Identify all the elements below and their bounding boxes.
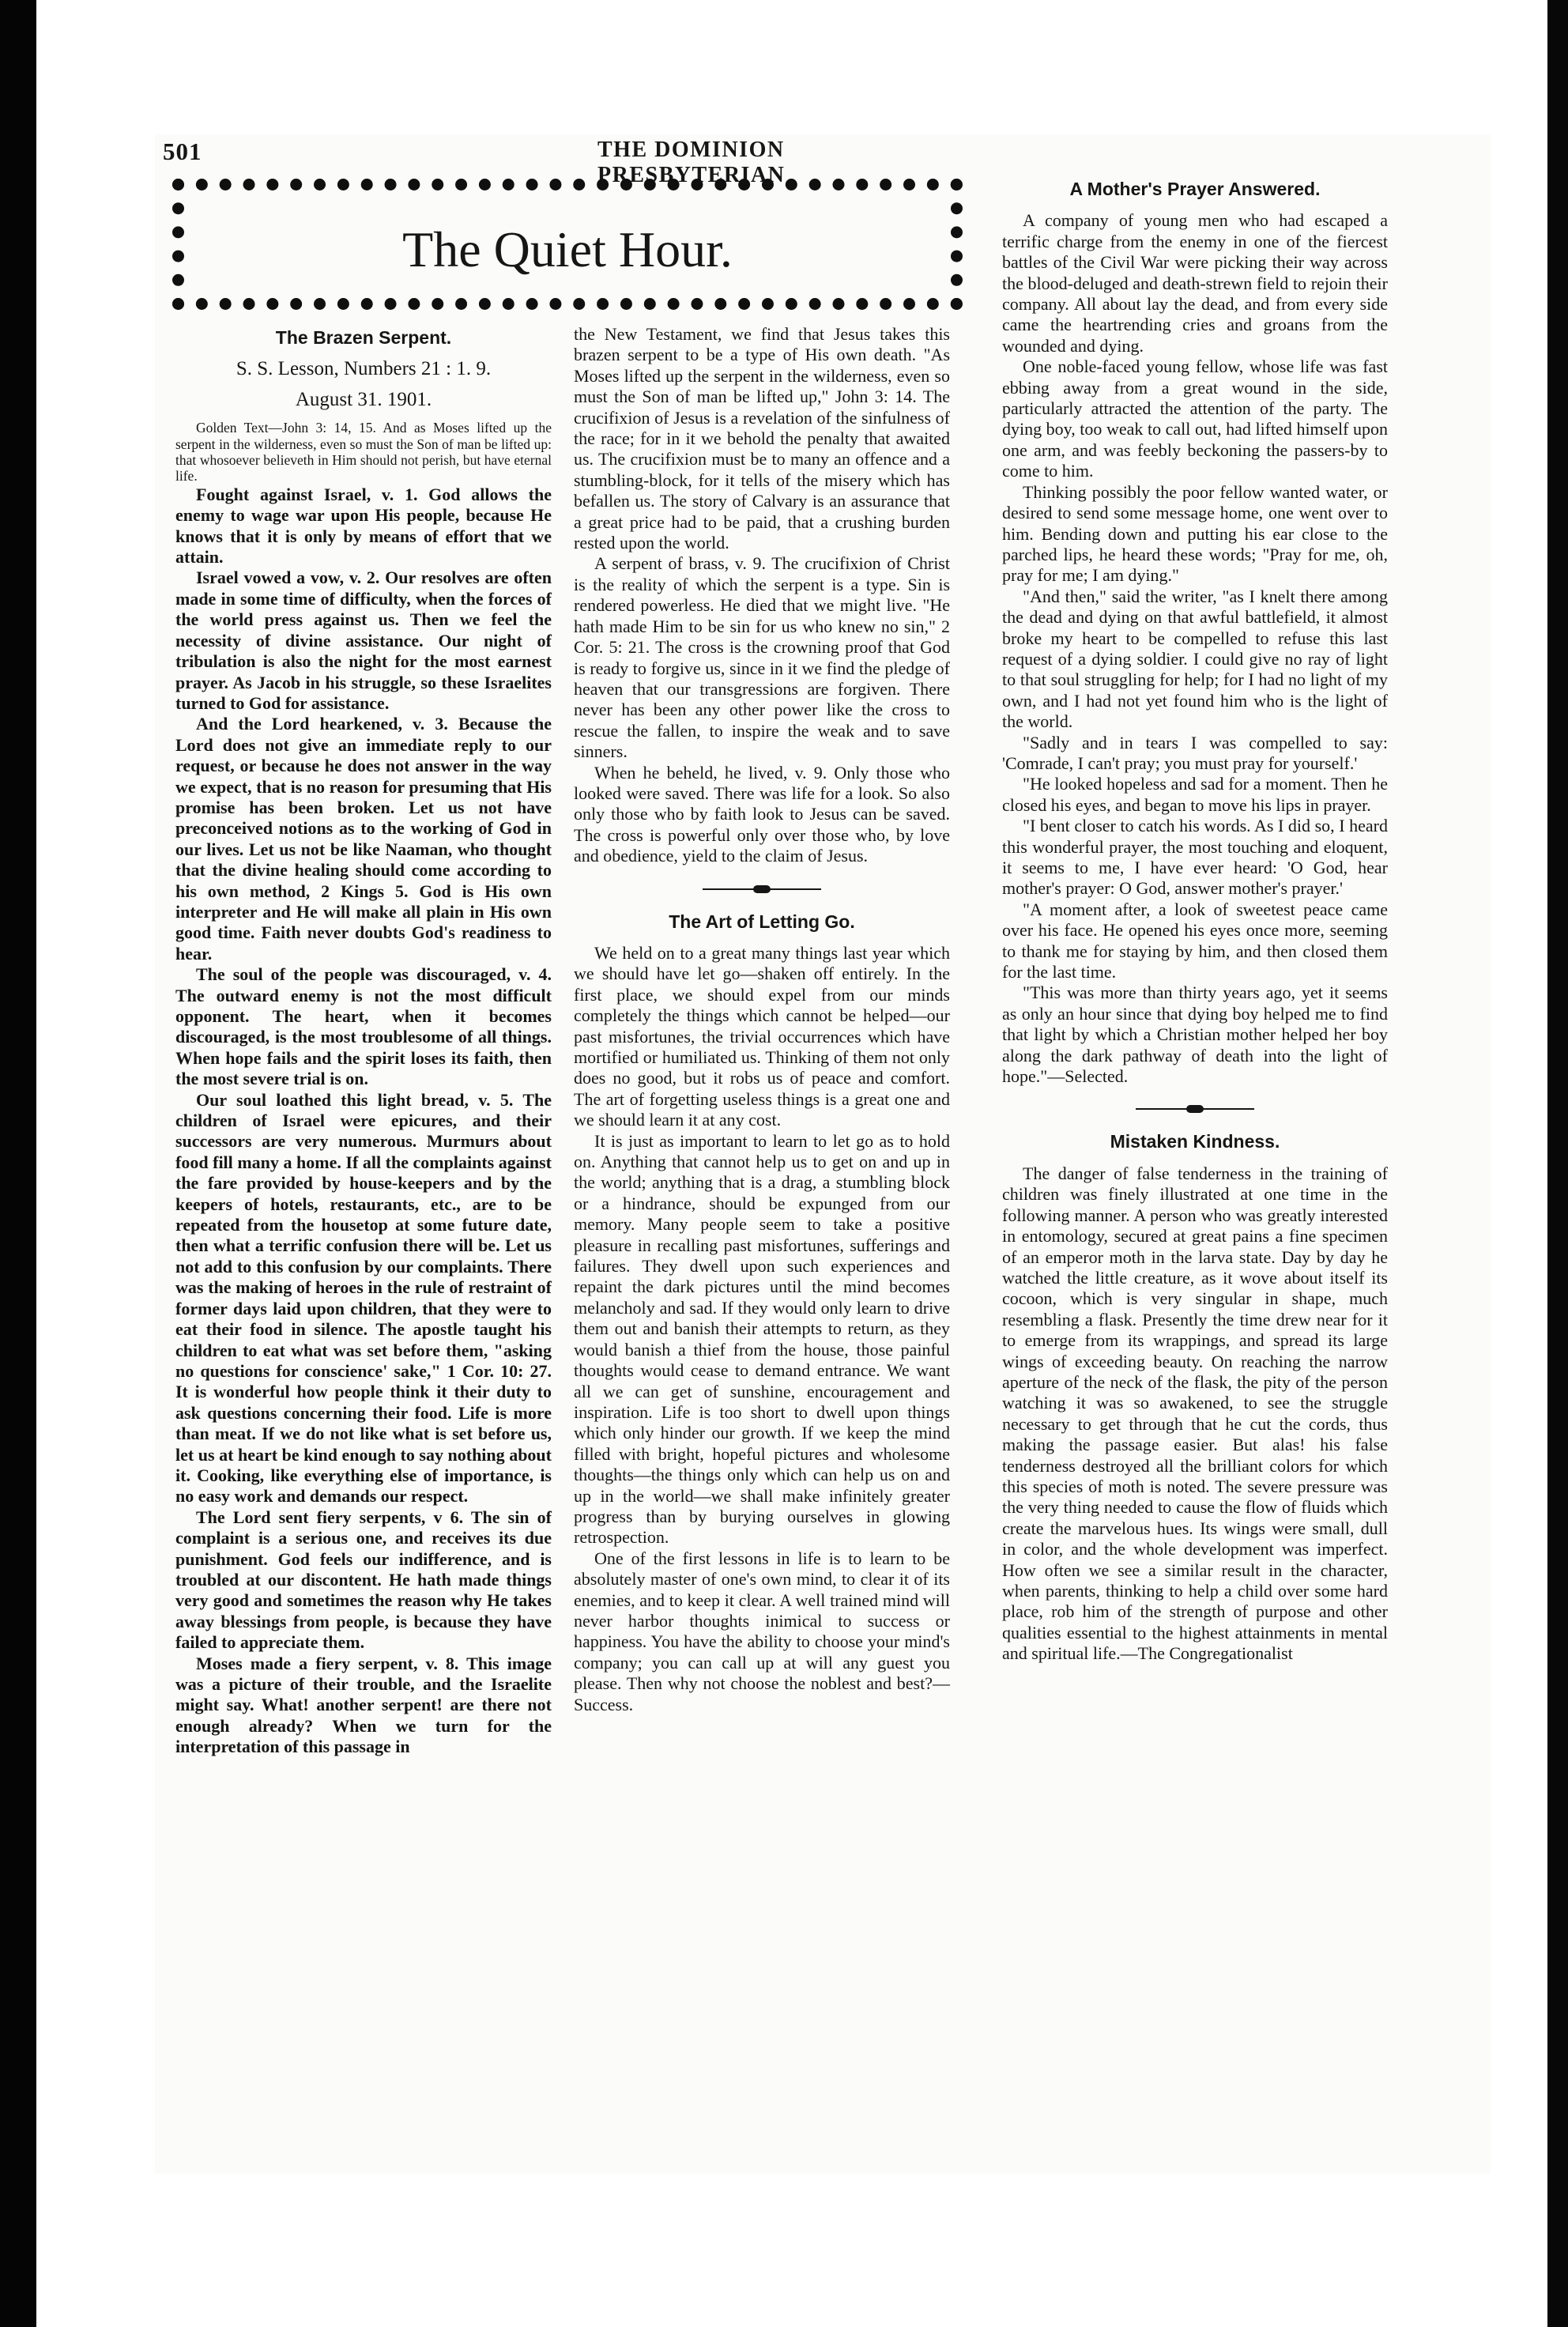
article-divider <box>1136 1104 1254 1114</box>
section-title: The Quiet Hour. <box>402 221 733 277</box>
paragraph: Our soul loathed this light bread, v. 5. The children of Israel were epicures, and their successors are very numerous. Murmurs about food fill many a home. If all the complaints against the fare provided by house-keepers and by the keepers of hotels, restaurants, etc., are to be repeated from the housetop at some future date, then what a terrific confusion there will be. Let us not add to this confusion by our complaints. There was the making of heroes in the rule of restraint of former days laid upon children, that they were to eat their food in silence. The apostle taught his children to eat what was set before them, "asking no questions for conscience' sake," 1 Cor. 10: 27. It is wonderful how people think it their duty to ask questions concerning their food. Life is more than meat. If we do not like what is set before us, let us at heart be kind enough to say nothing about it. Cooking, like everything else of importance, is no easy work and demands our respect. <box>175 1089 552 1507</box>
column-3 <box>1002 175 1388 1665</box>
column-1 <box>175 324 552 1758</box>
divider-ornament-icon <box>753 885 771 893</box>
paragraph: One noble-faced young fellow, whose life was fast ebbing away from a great wound in the side, particularly attracted the attention of the party. The dying boy, too weak to call out, had lifted himself upon one arm, and was feebly beckoning the passers-by to come to him. <box>1002 356 1388 481</box>
paragraph: "A moment after, a look of sweetest peace came over his face. He opened his eyes once more, seeming to thank me for staying by him, and then closed them for the last time. <box>1002 899 1388 982</box>
paragraph: We held on to a great many things last year which we should have let go—shaken off entirely. In the first place, we should expel from our minds completely the things which cannot be helped—our past misfortunes, the trivial occurrences which have mortified or humiliated us. Thinking of them not only does no good, but it robs us of peace and comfort. The art of forgetting useless things is a great one and we should learn it at any cost. <box>574 942 950 1130</box>
paragraph: A company of young men who had escaped a terrific charge from the enemy in one of the fiercest battles of the Civil War were picking their way across the blood-deluged and death-strewn field to rejoin their company. All about lay the dead, and from every side came the heartrending cries and groans from the wounded and dying. <box>1002 210 1388 356</box>
paragraph: The soul of the people was discouraged, v. 4. The outward enemy is not the most difficult opponent. The heart, when it becomes discouraged, is the most troublesome of all things. When hope fails and the spirit loses its faith, then the most severe trial is on. <box>175 964 552 1089</box>
brazen-serpent-title: The Brazen Serpent. <box>275 327 452 348</box>
paragraph: Fought against Israel, v. 1. God allows the enemy to wage war upon His people, because He knows that it is only by means of effort that we attain. <box>175 484 552 568</box>
art-of-letting-go-title: The Art of Letting Go. <box>669 911 855 932</box>
article-divider <box>703 884 821 894</box>
paragraph: The Lord sent fiery serpents, v 6. The sin of complaint is a serious one, and receives its due punishment. God feels our indifference, and is troubled at our discontent. He hath made things very good and sometimes the reason why He takes away blessings from people, is because they have failed to appreciate them. <box>175 1507 552 1653</box>
paragraph: A serpent of brass, v. 9. The crucifixion of Christ is the reality of which the serpent is a type. Sin is rendered powerless. He died that we might live. "He hath made Him to be sin for us who knew no sin," 2 Cor. 5: 21. The cross is the crowning proof that God is ready to forgive us, since in it we find the pledge of heaven that our transgressions are forgiven. There never has been any other power like the cross to rescue the fallen, to inspire the weak and to save sinners. <box>574 553 950 762</box>
paragraph: "And then," said the writer, "as I knelt there among the dead and dying on that awful battlefield, it almost broke my heart to be compelled to refuse this last request of a dying soldier. I could give no ray of light to that soul struggling for help; for I had no light of my own, and I had not yet found him who is the light of the world. <box>1002 586 1388 732</box>
lesson-reference: S. S. Lesson, Numbers 21 : 1. 9. <box>236 358 492 380</box>
paragraph: "I bent closer to catch his words. As I did so, I heard this wonderful prayer, the most touching and eloquent, it seems to me, I have ever heard: 'O God, hear mother's prayer: O God, answer mother's prayer.' <box>1002 816 1388 899</box>
paragraph: Thinking possibly the poor fellow wanted water, or desired to send some message home, one went over to him. Bending down and putting his ear close to the parched lips, he heard these words; "Pray for me, oh, pray for me; I am dying." <box>1002 481 1388 586</box>
golden-text: Golden Text—John 3: 14, 15. And as Moses lifted up the serpent in the wilderness, even so must the Son of man be lifted up: that whosoever believeth in Him should not perish, but have eternal life. <box>175 420 552 485</box>
paragraph: "This was more than thirty years ago, yet it seems as only an hour since that dying boy helped me to find that light by which a Christian mother helped her boy along the dark pathway of death into the light of hope."—Selected. <box>1002 982 1388 1087</box>
lesson-date: August 31. 1901. <box>295 388 432 410</box>
scan-border-right <box>1547 0 1568 2327</box>
page-header <box>155 134 977 187</box>
scan-border-left <box>0 0 36 2327</box>
paragraph: When he beheld, he lived, v. 9. Only those who looked were saved. There was life for a look. So also only those who by faith look to Jesus can be saved. The cross is powerful only over those who, by love and obedience, yield to the claim of Jesus. <box>574 762 950 866</box>
paragraph: "He looked hopeless and sad for a moment. Then he closed his eyes, and began to move his lips in prayer. <box>1002 774 1388 815</box>
mistaken-kindness-title: Mistaken Kindness. <box>1110 1131 1280 1152</box>
section-title-box <box>172 179 963 310</box>
paragraph: One of the first lessons in life is to learn to be absolutely master of one's own mind, to clear it of its enemies, and to keep it clear. A well trained mind will never harbor thoughts inimical to success or happiness. You have the ability to choose your mind's company; you can call up at will any guest you please. Then why not choose the noblest and best?—Success. <box>574 1548 950 1714</box>
paragraph: Israel vowed a vow, v. 2. Our resolves are often made in some time of difficulty, when the forces of the world press against us. Then we feel the necessity of divine assistance. Our night of tribulation is also the night for the most earnest prayer. As Jacob in his struggle, so these Israelites turned to God for assistance. <box>175 568 552 713</box>
paragraph: The danger of false tenderness in the training of children was finely illustrated at one time in the following manner. A person who was greatly interested in entomology, secured at great pains a fine specimen of an emperor moth in the larva state. Day by day he watched the little creature, as it wove about itself its cocoon, which is very singular in shape, much resembling a flask. Presently the time drew near for it to emerge from its wrappings, and spread its large wings of exceeding beauty. On reaching the narrow aperture of the neck of the flask, the pity of the person watching it was so awakened, to see the struggle necessary to get through that he cut the cords, thus making the passage easier. But alas! his false tenderness destroyed all the brilliant colors for which this species of moth is noted. The severe pressure was the very thing needed to cause the flow of fluids which create the marvelous hues. Its wings were small, dull in color, and the whole development was imperfect. How often we see a similar result in the character, when parents, thinking to help a child over some hard place, rob him of the strength of purpose and other qualities essential to the highest attainments in mental and spiritual life.—The Congregationalist <box>1002 1163 1388 1664</box>
paragraph: And the Lord hearkened, v. 3. Because the Lord does not give an immediate reply to our request, or because he does not answer in the way we expect, that is no reason for presuming that His promise has been broken. Let us not have preconceived notions as to the working of God in our lives. Let us not be like Naaman, who thought that the divine healing should come according to his own method, 2 Kings 5. God is His own interpreter and He will make all plain in His own good time. Faith never doubts God's readiness to hear. <box>175 714 552 964</box>
paragraph: It is just as important to learn to let go as to hold on. Anything that cannot help us to get on and up in the world; anything that is a drag, a stumbling block or a hindrance, should be expunged from our memory. Many people seem to take a positive pleasure in recalling past misfortunes, sufferings and failures. They dwell upon such experiences and repaint the dark pictures until the mind becomes melancholy and sad. If they would only learn to drive them out and banish their attempts to return, as they would banish a thief from the house, those painful thoughts would cease to demand entrance. We want all we can get of sunshine, encouragement and inspiration. Life is too short to dwell upon things which only hinder our growth. If we keep the mind filled with bright, hopeful pictures and wholesome thoughts—the things only which can help us on and up in the world—we shall make infinitely greater progress than by burying ourselves in glowing retrospection. <box>574 1130 950 1548</box>
paper-title: THE DOMINION PRESBYTERIAN <box>597 138 786 187</box>
column-2 <box>574 324 950 1715</box>
page-number: 501 <box>163 138 202 165</box>
newspaper-page <box>155 134 1491 2174</box>
paragraph: "Sadly and in tears I was compelled to say: 'Comrade, I can't pray; you must pray for yourself.' <box>1002 732 1388 773</box>
paragraph: the New Testament, we find that Jesus takes this brazen serpent to be a type of His own death. "As Moses lifted up the serpent in the wilderness, even so must the Son of man be lifted up," John 3: 14. The crucifixion of Jesus is a revelation of the sinfulness of the race; for in it we behold the penalty that awaited us. The crucifixion must be to many an offence and a stumbling-block, for it tells of the misery which has befallen us. The story of Calvary is an assurance that a great price had to be paid, that a crushing burden rested upon the world. <box>574 324 950 553</box>
divider-ornament-icon <box>1186 1105 1204 1113</box>
mothers-prayer-title: A Mother's Prayer Answered. <box>1069 179 1321 199</box>
paragraph: Moses made a fiery serpent, v. 8. This image was a picture of their trouble, and the Israelite might say. What! another serpent! are there not enough already? When we turn for the interpretation of this passage in <box>175 1653 552 1757</box>
